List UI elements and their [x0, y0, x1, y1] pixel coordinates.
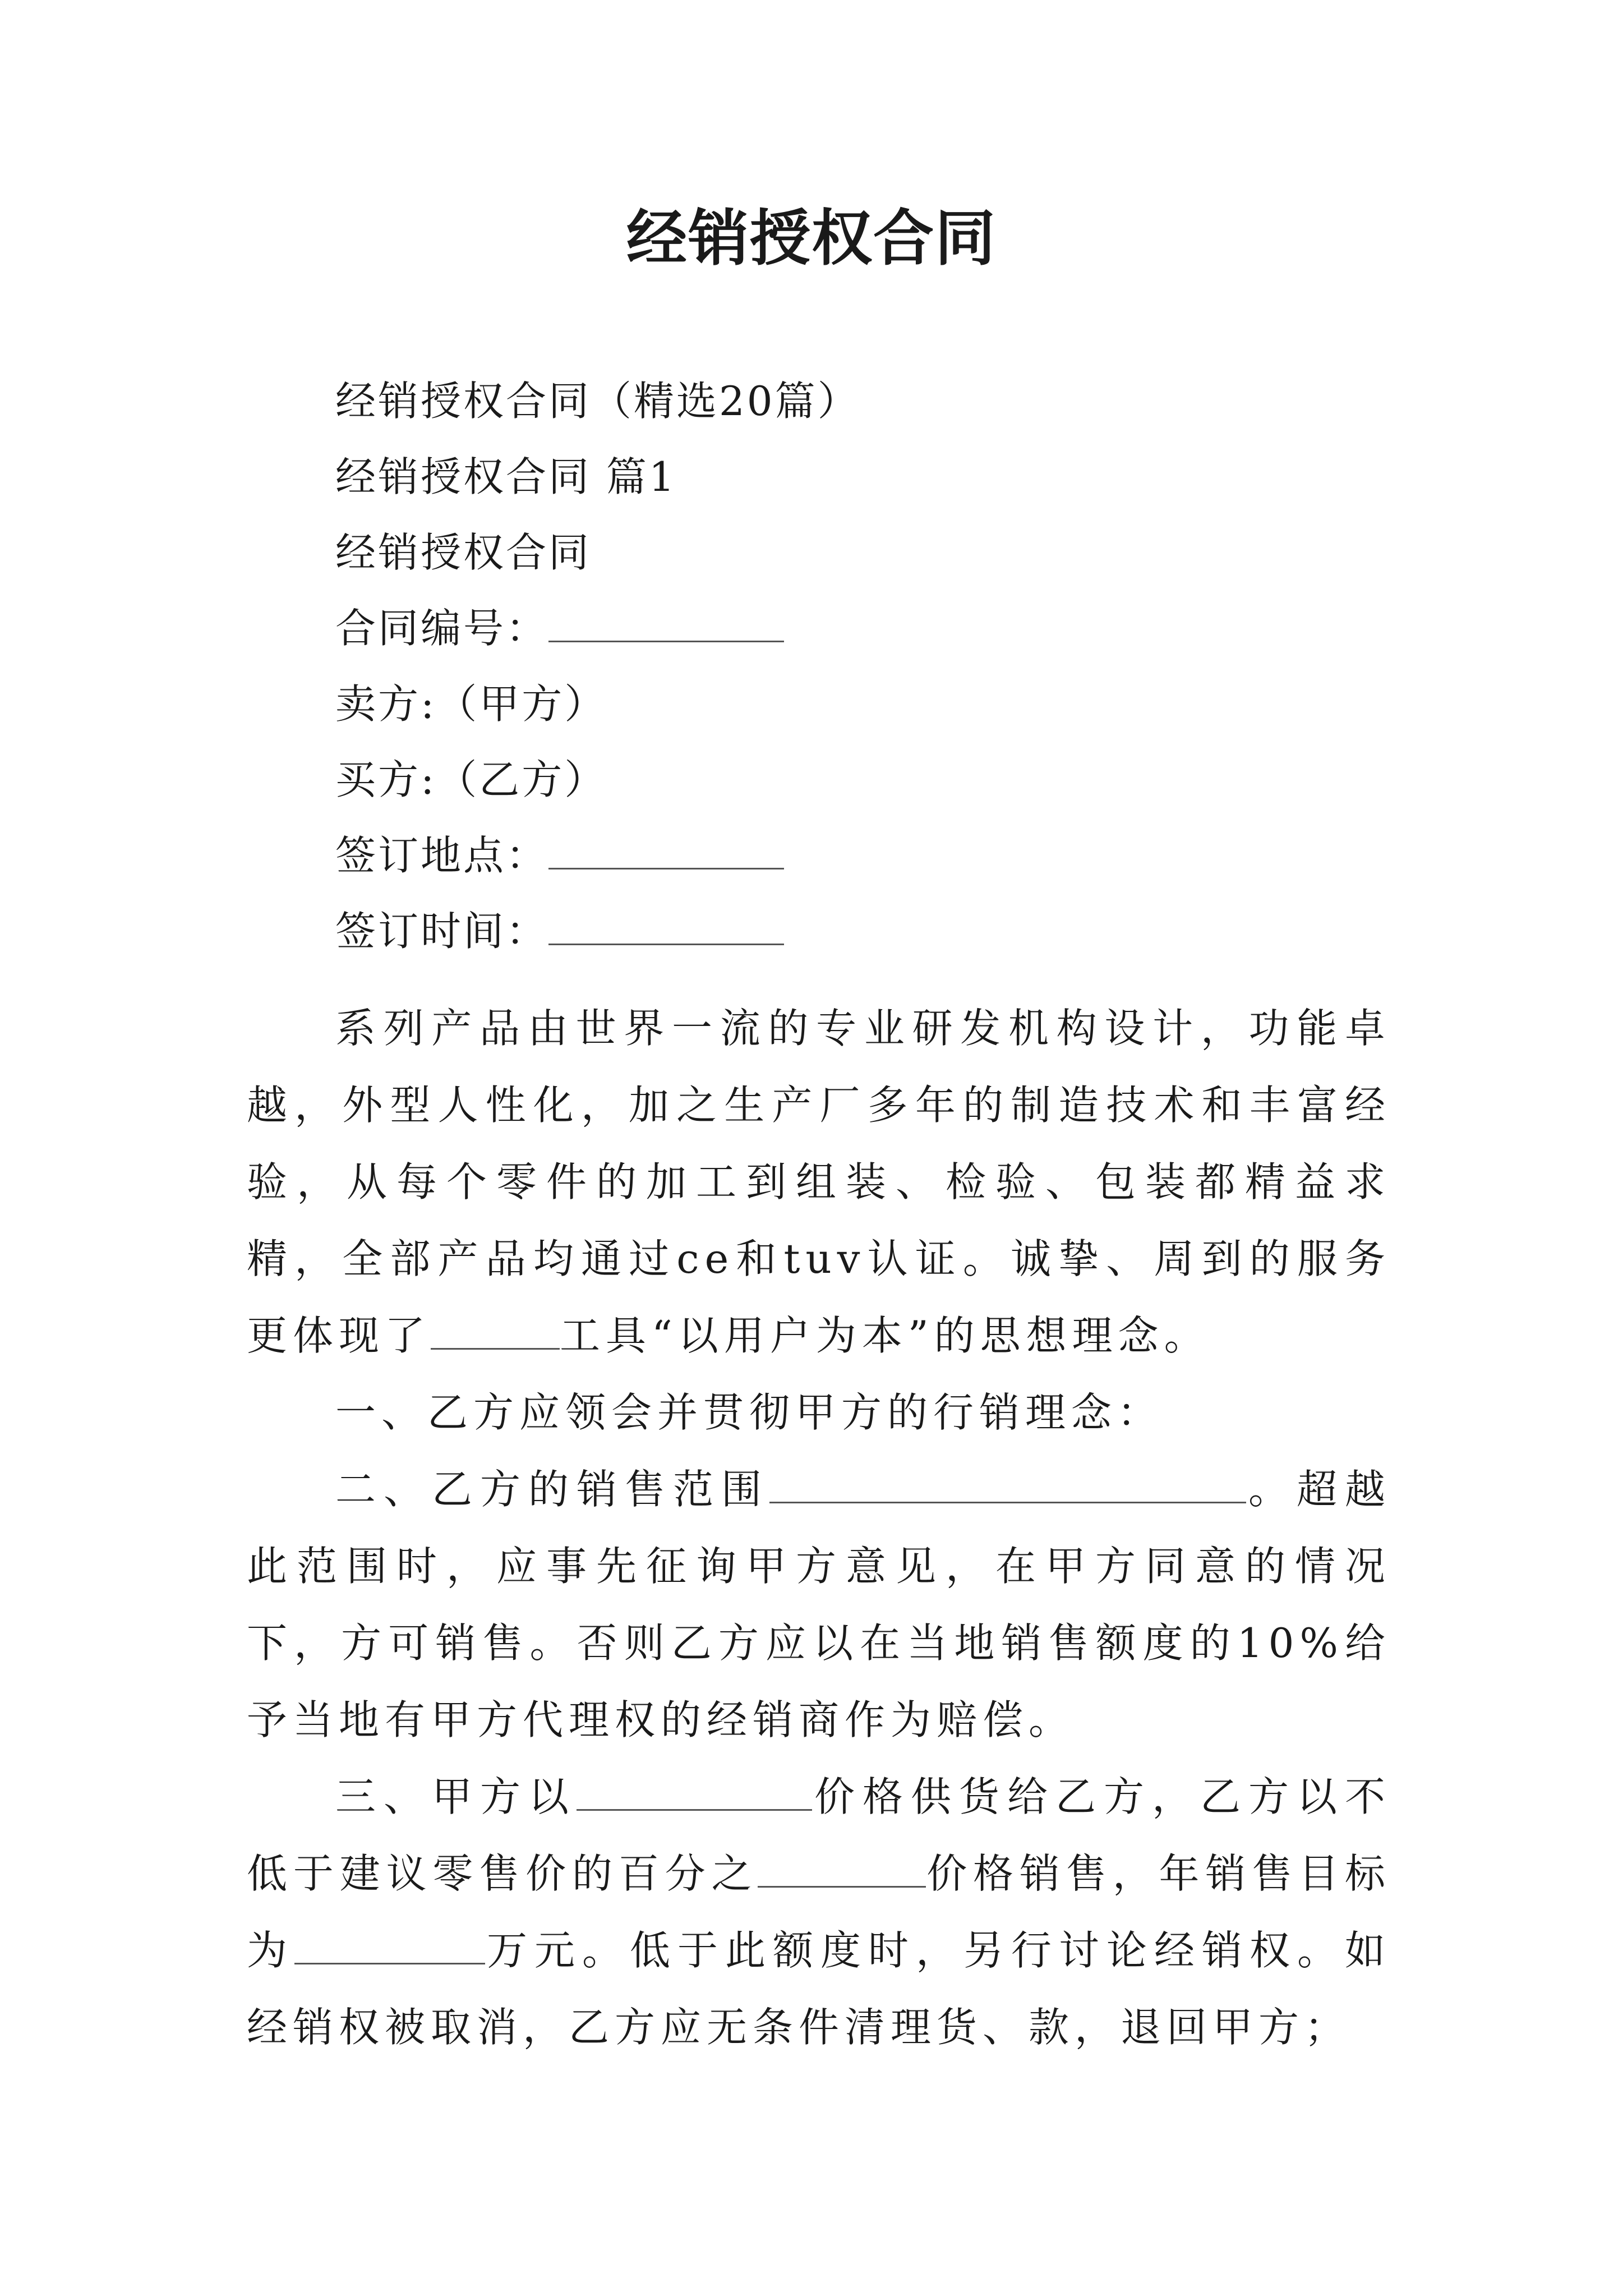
intro-blank — [431, 1313, 560, 1350]
retail-percent-blank — [758, 1851, 926, 1888]
contract-heading: 经销授权合同 — [335, 529, 592, 576]
clause-1: 一、乙方应领会并贯彻甲方的行销理念： — [335, 1389, 1164, 1436]
contract-number-label: 合同编号： — [335, 605, 549, 652]
clause-3-text-4: 万元。低于此额度时，另行讨论经销权。如经销权被取消，乙方应无条件清理货、款，退回甲方； — [247, 1927, 1391, 2051]
intro-paragraph — [247, 990, 1391, 1374]
sign-place-field — [335, 827, 784, 884]
intro-text-2: 工具“以用户为本”的思想理念。 — [560, 1312, 1210, 1359]
annual-target-blank — [294, 1928, 485, 1964]
sign-place-blank — [548, 833, 784, 869]
intro-text-1: 系列产品由世界一流的专业研发机构设计，功能卓越，外型人性化，加之生产厂多年的制造技术和丰富经验，从每个零件的加工到组装、检验、包装都精益求精，全部产品均通过ce和tuv认证。诚挚、周到的服务更体现了 — [247, 1005, 1391, 1359]
contract-number-blank — [548, 606, 784, 642]
clause-3-text-1: 三、甲方以 — [335, 1773, 577, 1820]
sign-time-field — [335, 903, 784, 959]
sign-place-label: 签订地点： — [335, 832, 549, 879]
clause-2-text-1: 二、乙方的销售范围 — [335, 1466, 769, 1513]
seller-field: 卖方:（甲方） — [335, 680, 607, 728]
contract-number-field — [335, 600, 784, 656]
sign-time-label: 签订时间： — [335, 908, 549, 955]
buyer-field: 买方:（乙方） — [335, 756, 607, 803]
document-title: 经销授权合同 — [626, 203, 997, 274]
supply-price-blank — [577, 1774, 812, 1811]
clause-2-text-2: 。超越此范围时，应事先征询甲方意见，在甲方同意的情况下，方可销售。否则乙方应以在当地销售额度的10%给予当地有甲方代理权的经销商作为赔偿。 — [247, 1466, 1391, 1743]
sign-time-blank — [548, 909, 784, 945]
clause-3-text-3: 价格销售，年销售目标为 — [247, 1850, 1391, 1974]
sales-range-blank — [769, 1467, 1246, 1503]
clause-3-text-2: 价格供货给乙方，乙方以不低于建议零售价的百分之 — [247, 1773, 1391, 1897]
clause-3 — [247, 1759, 1391, 2066]
clause-2 — [247, 1451, 1391, 1759]
collection-subtitle: 经销授权合同（精选20篇） — [335, 378, 860, 425]
chapter-heading: 经销授权合同 篇1 — [335, 453, 677, 500]
